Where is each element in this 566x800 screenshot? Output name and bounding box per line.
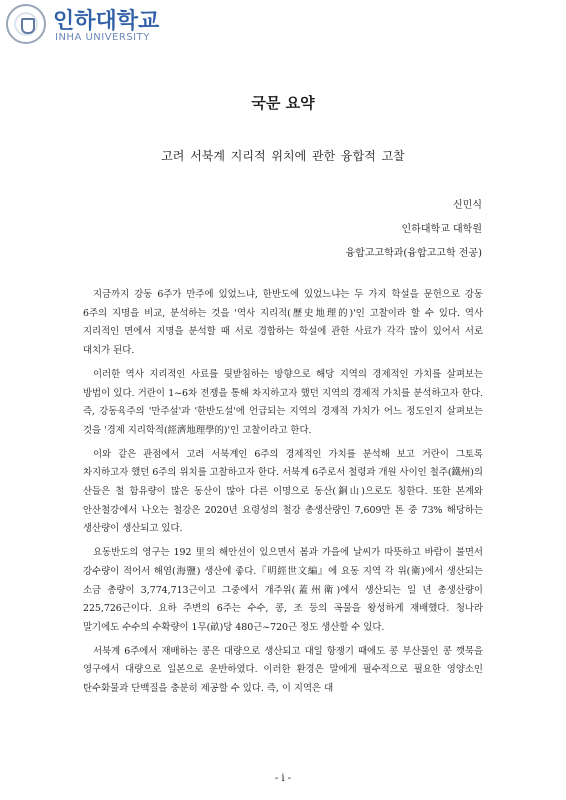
author-department: 융합고고학과(융합고고학 전공) [345,248,482,259]
abstract-paragraph: 이러한 역사 지리적인 사료를 뒷받침하는 방향으로 해당 지역의 경제적인 가치를 살펴보는 방법이 있다. 거란이 1~6차 전쟁을 통해 차지하고자 했던 지역의 경제적 가치를 분석하고자 한다. 즉, 강동육주의 '만주설'과 '한반도설'에 언급되는 지역의 경제적 가치가 어느 정도인지 살펴보는 것을 '경제 지리학적(經濟地理學的)'인 고찰이라고 한다. [83,368,483,436]
author-block [345,194,482,266]
page-number: - i - [274,773,292,784]
university-seal-icon [6,4,46,44]
abstract-paragraph: 지금까지 강동 6주가 만주에 있었느냐, 한반도에 있었느냐는 두 가지 학설을 문헌으로 강동 6주의 지명을 비교, 분석하는 것을 '역사 지리적(歷史地理的)'인 고찰이라 할 수 있다. 역사 지리적인 면에서 지명을 분석할 때 서로 경합하는 학설에 관한 사료가 각각 많이 있어서 서로 대치가 된다. [83,289,483,357]
university-logo-korean: 인하대학교 [53,9,160,34]
abstract-paragraph: 요동반도의 영구는 192 里의 해안선이 있으면서 봄과 가을에 날씨가 따뜻하고 바람이 불면서 강수량이 적어서 해염(海鹽) 생산에 좋다.『明經世文編』에 요동 지역 각 위(衛)에서 생산되는 소금 총량이 3,774,713근이고 그중에서 개주위(蓋州衛)에서 생산되는 일 년 총생산량이 225,726근이다. 요하 주변의 6주는 수수, 콩, 조 등의 곡물을 왕성하게 재배했다. 청나라 말기에도 수수의 수확량이 1무(畝)당 480근~720근 정도 생산할 수 있다. [83,547,483,633]
page-title: 국문 요약 [251,94,315,112]
abstract-paragraph: 이와 같은 관점에서 고려 서북계인 6주의 경제적인 가치를 분석해 보고 거란이 그토록 차지하고자 했던 6주의 위치를 고찰하고자 한다. 서북계 6주로서 철령과 개원 사이인 철주(鐵州)의 산들은 철 함유량이 많은 동산이 많아 다른 이명으로 동산(銅山)으로도 칭한다. 또한 본계와 안산철강에서 나오는 철강은 2020년 요령성의 철강 총생산량인 7,609만 톤 중 73% 해당하는 생산량이 생산되고 있다. [83,448,483,535]
abstract-body [83,286,483,704]
university-logo-english: INHA UNIVERSITY [55,32,150,43]
author-affiliation: 인하대학교 대학원 [401,224,482,235]
abstract-paragraph: 서북계 6주에서 재배하는 콩은 대량으로 생산되고 대일 항쟁기 때에도 콩 부산물인 콩 깻묵을 영구에서 대량으로 일본으로 운반하였다. 이러한 환경은 말에게 필수적으로 필요한 영양소인 탄수화물과 단백질을 충분히 제공할 수 있다. 즉, 이 지역은 대 [83,645,483,695]
author-name: 신민식 [453,200,482,211]
thesis-title: 고려 서북계 지리적 위치에 관한 융합적 고찰 [161,149,405,163]
page-header [0,0,566,52]
